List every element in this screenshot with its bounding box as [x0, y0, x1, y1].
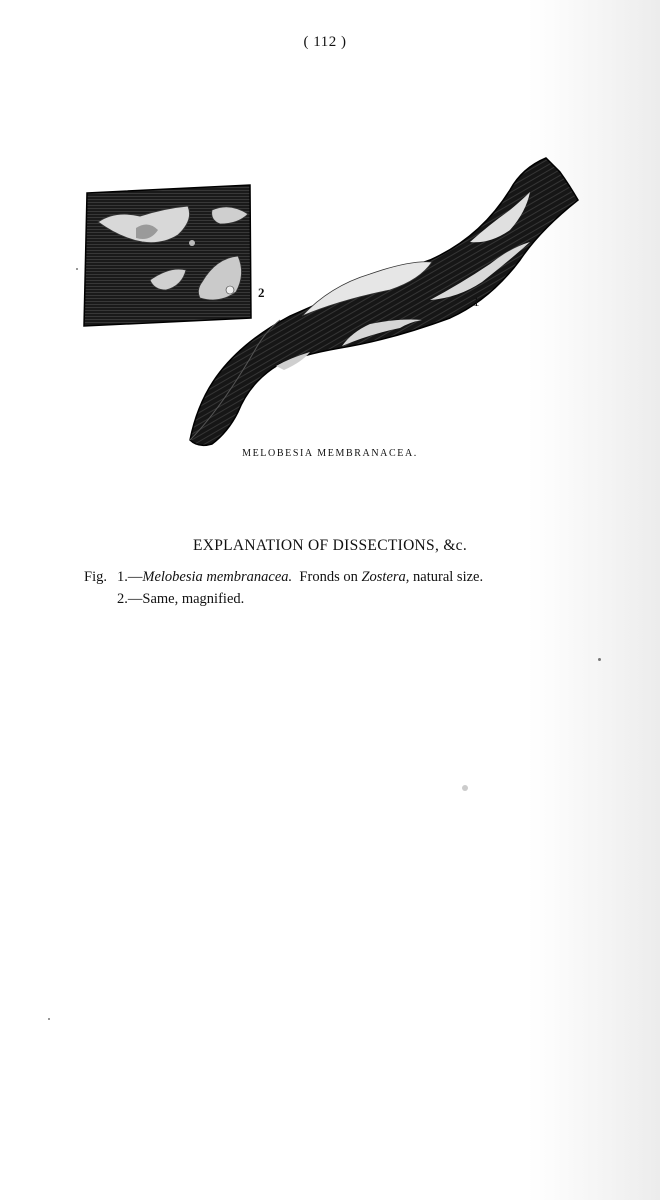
fig-prefix: Fig. [84, 569, 107, 585]
figure-text-after: natural size. [409, 569, 484, 585]
figure-explanation-item [84, 588, 483, 610]
plate-illustration [70, 150, 590, 450]
figure-explanation-item [84, 566, 483, 588]
paper-speck [462, 785, 468, 791]
plate-caption: MELOBESIA MEMBRANACEA. [242, 448, 418, 459]
figure-number: 2.— [117, 591, 143, 607]
figure-1-label: 1 [473, 294, 480, 309]
paper-speck [48, 1018, 50, 1020]
species-name: Melobesia membranacea. [142, 569, 293, 585]
page-number: ( 112 ) [303, 34, 347, 50]
figure-text-before: Fronds on [299, 569, 362, 585]
melobesia-engraving [70, 150, 590, 450]
figure-number: 1.— [117, 569, 143, 585]
figure-explanation-list [84, 566, 483, 610]
paper-speck [76, 268, 78, 270]
paper-speck [598, 658, 601, 661]
host-name: Zostera, [361, 569, 410, 585]
figure-2-label: 2 [258, 285, 265, 300]
explanation-heading: EXPLANATION OF DISSECTIONS, &c. [192, 537, 468, 554]
figure-2-magnified-piece [84, 185, 251, 326]
figure-text: Same, magnified. [142, 591, 245, 607]
